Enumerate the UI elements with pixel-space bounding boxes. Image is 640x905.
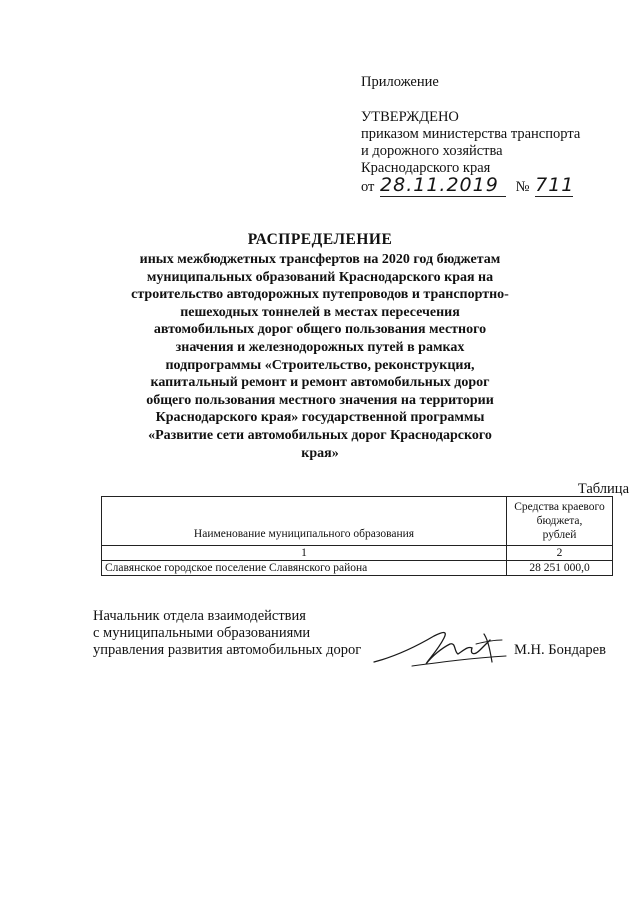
title-line: автомобильных дорог общего пользования местного: [153, 322, 487, 338]
title-line: пешеходных тоннелей в местах пересечения: [180, 304, 460, 320]
order-line-2: и дорожного хозяйства: [361, 143, 503, 159]
title-main: РАСПРЕДЕЛЕНИЕ: [247, 231, 393, 248]
column-number-2: 2: [507, 546, 613, 561]
table-header-row: [102, 497, 613, 546]
budget-amount: 28 251 000,0: [507, 561, 613, 576]
order-number-handwritten: 711: [535, 174, 575, 196]
order-line-3: Краснодарского края: [361, 160, 491, 176]
order-date-row: [361, 174, 631, 196]
date-prefix: от: [361, 179, 375, 195]
header-budget: Средства краевого бюджета, рублей: [507, 497, 613, 546]
title-line: капитальный ремонт и ремонт автомобильных дорог: [150, 375, 490, 391]
signer-position-line-3: управления развития автомобильных дорог: [93, 642, 362, 658]
signer-position-line-2: с муниципальными образованиями: [93, 625, 311, 641]
table-numbering-row: [102, 546, 613, 561]
signature-block: [93, 608, 361, 659]
title-line: строительство автодорожных путепроводов и транспортно-: [131, 287, 509, 303]
appendix-label: Приложение: [361, 74, 439, 90]
column-number-1: 1: [102, 546, 507, 561]
order-date-handwritten: 28.11.2019: [380, 174, 499, 196]
title-line: края»: [301, 445, 339, 461]
table-row: [102, 561, 613, 576]
number-prefix: №: [515, 179, 530, 195]
title-line: муниципальных образований Краснодарского края на: [146, 269, 494, 285]
title-line: общего пользования местного значения на территории: [146, 392, 494, 408]
distribution-table: [101, 496, 613, 576]
document-title: [110, 230, 530, 462]
approved-label: УТВЕРЖДЕНО: [361, 109, 459, 125]
order-line-1: приказом министерства транспорта: [361, 126, 581, 142]
table-caption: Таблица: [577, 481, 629, 497]
approval-block: [361, 74, 631, 196]
title-description: [110, 251, 530, 462]
title-line: «Развитие сети автомобильных дорог Краснодарского: [148, 427, 492, 443]
title-line: подпрограммы «Строительство, реконструкция,: [165, 357, 475, 373]
title-line: Краснодарского края» государственной программы: [155, 410, 485, 426]
signer-name: М.Н. Бондарев: [514, 642, 606, 658]
signer-position-line-1: Начальник отдела взаимодействия: [93, 608, 306, 624]
title-line: значения и железнодорожных путей в рамках: [175, 339, 465, 355]
handwritten-signature-icon: [372, 626, 512, 670]
municipality-name: Славянское городское поселение Славянского района: [102, 561, 507, 576]
title-line: иных межбюджетных трансфертов на 2020 год бюджетам: [139, 252, 501, 267]
header-municipality: Наименование муниципального образования: [102, 497, 507, 546]
